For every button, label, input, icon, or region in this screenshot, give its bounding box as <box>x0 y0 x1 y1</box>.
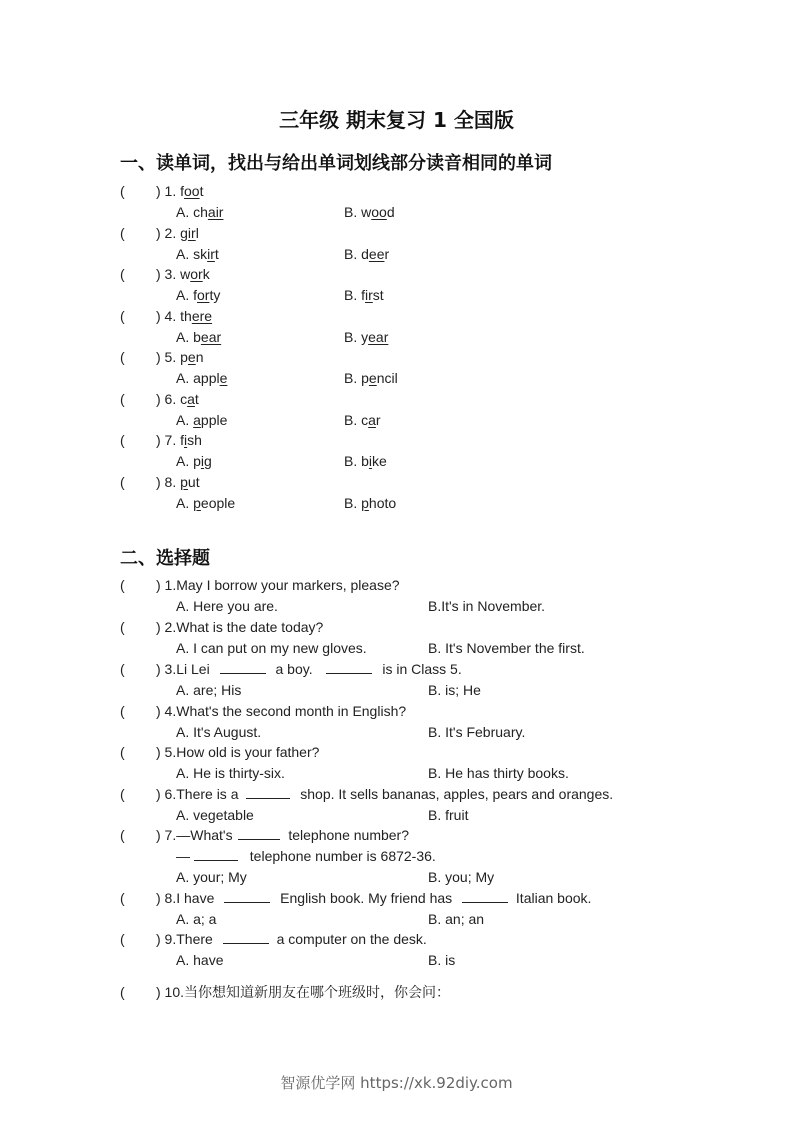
option-a: A. are; His <box>176 682 242 698</box>
answer-paren: ( <box>120 183 125 199</box>
answer-paren: ( <box>120 432 125 448</box>
answer-paren: ( <box>120 225 125 241</box>
question-stem <box>156 660 462 678</box>
question-stem <box>156 224 199 242</box>
option-a: A. have <box>176 952 224 968</box>
question-number: ) 8. <box>156 474 177 490</box>
word-part: g <box>204 453 212 469</box>
word-part: t <box>194 391 199 407</box>
underlined-letters: i <box>368 453 373 469</box>
answer-paren: ( <box>120 308 125 324</box>
fill-blank[interactable] <box>326 660 372 674</box>
word-part: hoto <box>368 495 397 511</box>
answer-paren: ( <box>120 890 125 906</box>
option-b: B. It's November the first. <box>428 640 585 656</box>
underlined-letters: or <box>190 266 203 282</box>
underlined-letters: e <box>219 370 228 386</box>
option-a <box>176 203 223 221</box>
underlined-letters: or <box>197 287 210 303</box>
option-b: B. He has thirty books. <box>428 765 569 781</box>
option-a <box>176 494 235 512</box>
answer-paren: ( <box>120 619 125 635</box>
word-part: th <box>180 308 192 324</box>
option-a: A. a; a <box>176 911 217 927</box>
word-part: ut <box>187 474 200 490</box>
word-part: ke <box>372 453 387 469</box>
stem-part: ) 3.Li Lei <box>156 661 210 677</box>
stem-part: a boy. <box>275 661 313 677</box>
question-stem <box>156 473 200 491</box>
answer-paren: ( <box>120 349 125 365</box>
underlined-letters: i <box>184 432 188 448</box>
stem-part: is in Class 5. <box>382 661 462 677</box>
underlined-letters: ir <box>207 246 215 262</box>
question-stem <box>156 182 203 200</box>
option-a <box>176 452 212 470</box>
word-part: ty <box>209 287 221 303</box>
question-number: ) 5. <box>156 349 177 365</box>
option-a: A. I can put on my new gloves. <box>176 640 367 656</box>
option-b: B. fruit <box>428 807 469 823</box>
word-part: w <box>180 266 191 282</box>
question-stem: ) 4.What's the second month in English? <box>156 703 407 719</box>
underlined-letters: p <box>361 495 369 511</box>
word-part: f <box>180 183 185 199</box>
question-stem <box>156 431 202 449</box>
question-number: ) 7. <box>156 432 177 448</box>
given-word <box>180 266 210 282</box>
answer-paren: ( <box>120 577 125 593</box>
given-word <box>180 432 202 448</box>
question-stem: ) 1.May I borrow your markers, please? <box>156 577 400 593</box>
answer-paren: ( <box>120 474 125 490</box>
fill-blank[interactable] <box>224 889 270 903</box>
question-stem <box>156 307 212 325</box>
option-a <box>176 245 219 263</box>
given-word <box>180 349 203 365</box>
word-part: B. c <box>344 412 369 428</box>
option-b: B.It's in November. <box>428 598 546 614</box>
underlined-letters: e <box>368 370 377 386</box>
question-number: ) 6. <box>156 391 177 407</box>
word-part: A. b <box>176 329 201 345</box>
question-number: ) 4. <box>156 308 177 324</box>
question-stem: ) 10.当你想知道新朋友在哪个班级时，你会问： <box>156 984 451 1000</box>
section-2-heading: 二、选择题 <box>120 548 210 569</box>
footer-watermark: 智源优学网 https://xk.92diy.com <box>280 1074 513 1092</box>
word-part: sh <box>187 432 202 448</box>
question-stem: ) 2.What is the date today? <box>156 619 324 635</box>
option-b <box>344 203 395 221</box>
word-part: B. w <box>344 204 372 220</box>
word-part: B. f <box>344 287 366 303</box>
stem-part: shop. It sells bananas, apples, pears and oranges. <box>300 786 614 802</box>
word-part: n <box>195 349 204 365</box>
option-b: B. is; He <box>428 682 481 698</box>
page-title: 三年级 期末复习 1 全国版 <box>279 108 514 132</box>
underlined-letters: a <box>368 412 376 428</box>
option-a <box>176 411 227 429</box>
answer-paren: ( <box>120 827 125 843</box>
underlined-letters: ir <box>187 225 196 241</box>
option-a: A. Here you are. <box>176 598 278 614</box>
word-part: r <box>375 412 381 428</box>
option-b <box>344 452 387 470</box>
option-a <box>176 286 220 304</box>
fill-blank[interactable] <box>220 660 266 674</box>
option-b <box>344 328 388 346</box>
word-part: A. appl <box>176 370 220 386</box>
word-part: A. sk <box>176 246 208 262</box>
stem-part: — <box>176 848 190 864</box>
word-part: r <box>384 246 390 262</box>
word-part: A. <box>176 495 194 511</box>
word-part: t <box>214 246 219 262</box>
given-word <box>180 474 199 490</box>
question-stem: ) 5.How old is your father? <box>156 744 320 760</box>
underlined-letters: p <box>193 495 201 511</box>
word-part: pple <box>200 412 228 428</box>
answer-paren: ( <box>120 391 125 407</box>
answer-paren: ( <box>120 661 125 677</box>
underlined-letters: ear <box>200 329 222 345</box>
word-part: B. b <box>344 453 369 469</box>
stem-part: telephone number? <box>288 827 410 843</box>
word-part: l <box>195 225 199 241</box>
stem-part: ) 6.There is a <box>156 786 239 802</box>
stem-part: ) 8.I have <box>156 890 215 906</box>
option-b: B. is <box>428 952 456 968</box>
section-1-heading: 一、读单词，找出与给出单词划线部分读音相同的单词 <box>120 153 552 174</box>
question-stem <box>156 889 591 907</box>
question-stem <box>156 930 427 948</box>
answer-paren: ( <box>120 931 125 947</box>
given-word <box>180 183 203 199</box>
option-a <box>176 328 221 346</box>
option-b: B. an; an <box>428 911 485 927</box>
word-part: B. y <box>344 329 369 345</box>
word-part: A. f <box>176 287 198 303</box>
fill-blank[interactable] <box>246 785 290 799</box>
underlined-letters: ir <box>365 287 373 303</box>
question-stem <box>156 390 199 408</box>
word-part: A. p <box>176 453 201 469</box>
question-number: ) 1. <box>156 183 177 199</box>
answer-paren: ( <box>120 984 125 1000</box>
fill-blank[interactable] <box>194 847 238 861</box>
stem-part: ) 9.There <box>156 931 213 947</box>
stem-part: Italian book. <box>515 890 592 906</box>
option-b <box>344 411 381 429</box>
word-part: B. d <box>344 246 369 262</box>
word-part: B. p <box>344 370 369 386</box>
stem-part: telephone number is 6872-36. <box>249 848 436 864</box>
option-a: A. your; My <box>176 869 247 885</box>
word-part: g <box>180 225 188 241</box>
answer-paren: ( <box>120 786 125 802</box>
option-b <box>344 494 396 512</box>
stem-part: a computer on the desk. <box>276 931 427 947</box>
question-stem <box>156 826 409 844</box>
underlined-letters: ere <box>191 308 213 324</box>
word-part: t <box>199 183 204 199</box>
word-part: eople <box>200 495 236 511</box>
underlined-letters: air <box>207 204 224 220</box>
question-number: ) 3. <box>156 266 177 282</box>
question-number: ) 2. <box>156 225 177 241</box>
answer-paren: ( <box>120 703 125 719</box>
option-a: A. He is thirty-six. <box>176 765 285 781</box>
stem-part: ) 7.—What's <box>156 827 233 843</box>
word-part: k <box>202 266 210 282</box>
question-stem <box>156 265 210 283</box>
word-part: B. <box>344 495 362 511</box>
underlined-letters: ee <box>368 246 385 262</box>
answer-paren: ( <box>120 266 125 282</box>
underlined-letters: i <box>200 453 205 469</box>
word-part: st <box>372 287 384 303</box>
option-b <box>344 245 389 263</box>
question-stem <box>156 785 613 803</box>
option-a: A. vegetable <box>176 807 254 823</box>
option-b <box>344 286 384 304</box>
underlined-letters: a <box>193 412 201 428</box>
word-part: p <box>180 349 188 365</box>
question-stem <box>156 348 204 366</box>
word-part: f <box>180 432 185 448</box>
fill-blank[interactable] <box>462 889 508 903</box>
fill-blank[interactable] <box>238 826 280 840</box>
option-b: B. you; My <box>428 869 495 885</box>
given-word <box>180 308 212 324</box>
option-b: B. It's February. <box>428 724 526 740</box>
word-part: c <box>180 391 188 407</box>
fill-blank[interactable] <box>223 930 269 944</box>
stem-part: English book. My friend has <box>280 890 453 906</box>
underlined-letters: ear <box>368 329 389 345</box>
word-part: A. ch <box>176 204 208 220</box>
given-word <box>180 225 199 241</box>
given-word <box>180 391 199 407</box>
underlined-letters: p <box>180 474 188 490</box>
underlined-letters: oo <box>184 183 200 199</box>
option-a <box>176 369 227 387</box>
word-part: A. <box>176 412 194 428</box>
answer-paren: ( <box>120 744 125 760</box>
underlined-letters: e <box>187 349 196 365</box>
option-a: A. It's August. <box>176 724 262 740</box>
option-b <box>344 369 398 387</box>
underlined-letters: oo <box>371 204 387 220</box>
word-part: d <box>386 204 395 220</box>
underlined-letters: a <box>187 391 195 407</box>
word-part: ncil <box>376 370 398 386</box>
